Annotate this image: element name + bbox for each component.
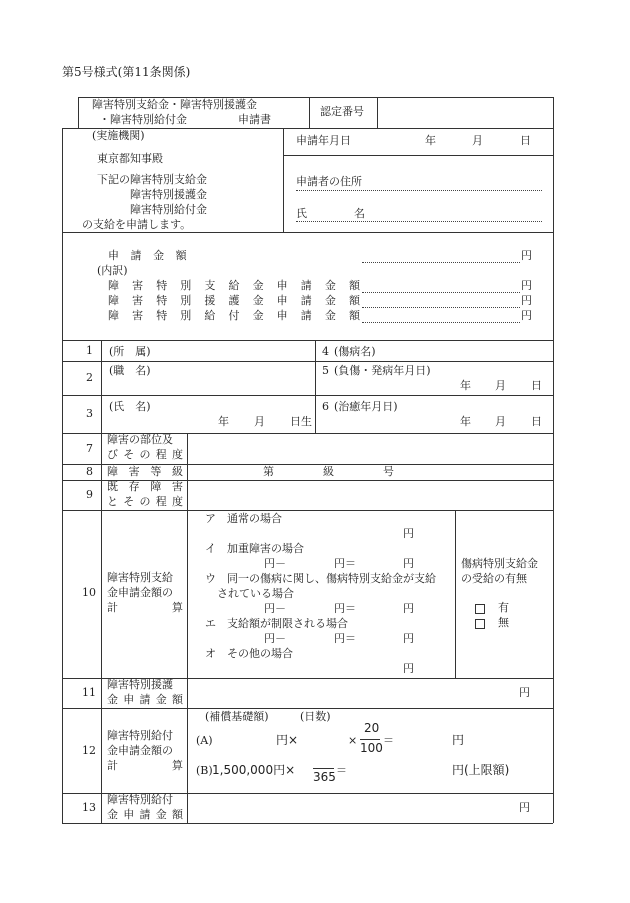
row12-label-2: 金申請金額の [107, 744, 173, 757]
row3-number: 3 [86, 407, 93, 420]
row12-label-3b: 算 [172, 759, 183, 772]
formula-a-yen: 円× [276, 733, 299, 747]
row11-label-1: 障害特別援護 [107, 678, 173, 691]
breakdown-field-2[interactable] [362, 307, 520, 308]
case-u-1: ウ 同一の傷病に関し、傷病特別支給金が支給 [205, 572, 436, 585]
row10-label-2: 金申請金額の [107, 586, 173, 599]
row8-label: 障 害 等 級 [107, 465, 183, 478]
row9-number: 9 [86, 488, 93, 501]
row5-month: 月 [495, 379, 506, 392]
row8-kyu: 級 [323, 465, 334, 478]
breakdown-yen-3: 円 [521, 309, 532, 322]
formula-b-amount: 1,500,000円× [212, 763, 296, 777]
breakdown-yen-2: 円 [521, 294, 532, 307]
row10-label-1: 障害特別支給 [107, 571, 173, 584]
row2-number: 2 [86, 371, 93, 384]
row1-label: (所 属) [109, 345, 151, 358]
breakdown-yen-1: 円 [521, 279, 532, 292]
breakdown-item-3: 障 害 特 別 給 付 金 申 請 金 額 [108, 309, 360, 322]
application-date-label: 申請年月日 [296, 134, 351, 147]
case-e-yen: 円 [403, 632, 414, 645]
side-label-1: 傷病特別支給金 [461, 557, 538, 570]
base-amount-label: (補償基礎額) [205, 710, 269, 723]
formula-b-eq: ＝ [336, 764, 347, 777]
fraction-denominator: 100 [360, 741, 383, 755]
row10-number: 10 [82, 586, 96, 599]
yes-checkbox[interactable] [475, 604, 485, 614]
applicant-address-field[interactable] [296, 190, 542, 191]
body-line-1: 下記の障害特別支給金 [97, 173, 207, 186]
applicant-name-label: 氏 [296, 207, 307, 220]
breakdown-field-3[interactable] [362, 322, 520, 323]
breakdown-field-1[interactable] [362, 292, 520, 293]
case-u-yen: 円 [403, 602, 414, 615]
case-u-2: されている場合 [217, 587, 294, 600]
formula-a-x: × [348, 734, 358, 747]
case-o: オ その他の場合 [205, 647, 293, 660]
certification-number-label: 認定番号 [320, 105, 364, 118]
breakdown-item-2: 障 害 特 別 援 護 金 申 請 金 額 [108, 294, 360, 307]
row13-label-1: 障害特別給付 [107, 793, 173, 806]
row11-yen: 円 [519, 686, 530, 699]
case-i-minus: 円－ [264, 557, 286, 570]
title-line-2b: 申請書 [238, 113, 271, 126]
row3-birth: 日生 [290, 415, 312, 428]
row2-label: (職 名) [109, 364, 151, 377]
no-checkbox[interactable] [475, 619, 485, 629]
formula-a-tag: (A) [196, 734, 213, 747]
row9-label-2: と そ の 程 度 [107, 495, 183, 508]
formula-b-result: 円(上限額) [452, 763, 510, 777]
formula-b-den: 365 [313, 770, 336, 784]
title-line-1: 障害特別支給金・障害特別援護金 [92, 98, 257, 111]
row8-number: 8 [86, 465, 93, 478]
amount-yen: 円 [521, 249, 532, 262]
row8-go: 号 [383, 465, 394, 478]
row5-number: 5 [322, 364, 329, 377]
row12-label-3a: 計 [107, 759, 118, 772]
row5-day: 日 [531, 379, 542, 392]
applicant-address-label: 申請者の住所 [296, 175, 362, 188]
case-u-minus: 円－ [264, 602, 286, 615]
row13-number: 13 [82, 801, 96, 814]
row13-yen: 円 [519, 801, 530, 814]
row6-day: 日 [531, 415, 542, 428]
row3-label: (氏 名) [109, 400, 151, 413]
breakdown-item-1: 障 害 特 別 支 給 金 申 請 金 額 [108, 279, 360, 292]
row10-label-3b: 算 [172, 601, 183, 614]
body-line-2: 障害特別援護金 [130, 188, 207, 201]
row6-label: (治癒年月日) [334, 400, 398, 413]
row8-dai: 第 [263, 465, 274, 478]
case-a-yen: 円 [403, 527, 414, 540]
certification-number-field[interactable] [378, 98, 552, 127]
row6-month: 月 [495, 415, 506, 428]
days-label: (日数) [300, 710, 331, 723]
row3-year: 年 [218, 415, 229, 428]
date-day: 日 [520, 134, 531, 147]
body-line-4: の支給を申請します。 [82, 218, 192, 231]
yes-label: 有 [498, 601, 509, 614]
amount-field[interactable] [362, 262, 520, 263]
row7-field[interactable] [188, 434, 552, 463]
org-label: (実施機関) [92, 129, 145, 142]
case-i-eq: 円＝ [334, 557, 356, 570]
row5-label: (負傷・発病年月日) [334, 364, 431, 377]
body-line-3: 障害特別給付金 [130, 203, 207, 216]
row11-label-2: 金 申 請 金 額 [107, 693, 183, 706]
formula-a-eq: ＝ [383, 734, 394, 747]
case-e-minus: 円－ [264, 632, 286, 645]
case-e-eq: 円＝ [334, 632, 356, 645]
applicant-name-field[interactable] [296, 221, 542, 222]
case-e: エ 支給額が制限される場合 [205, 617, 348, 630]
date-year: 年 [425, 134, 436, 147]
row4-label: (傷病名) [334, 345, 376, 358]
row5-year: 年 [460, 379, 471, 392]
row1-number: 1 [86, 344, 93, 357]
row4-number: 4 [322, 345, 329, 358]
form-title: 第5号様式(第11条関係) [62, 65, 191, 79]
row12-label-1: 障害特別給付 [107, 729, 173, 742]
row6-number: 6 [322, 400, 329, 413]
side-label-2: の受給の有無 [461, 572, 527, 585]
row9-field[interactable] [188, 481, 552, 509]
case-o-yen: 円 [403, 662, 414, 675]
row12-number: 12 [82, 744, 96, 757]
case-i: イ 加重障害の場合 [205, 542, 304, 555]
row9-label-1: 既 存 障 害 [107, 480, 183, 493]
row3-month: 月 [254, 415, 265, 428]
case-i-yen: 円 [403, 557, 414, 570]
addressee: 東京都知事殿 [97, 152, 163, 165]
no-label: 無 [498, 616, 509, 629]
amount-label: 申請金額 [108, 249, 199, 262]
case-u-eq: 円＝ [334, 602, 356, 615]
title-line-2: ・障害特別給付金 [99, 113, 187, 126]
fraction-numerator: 20 [364, 721, 380, 735]
row13-label-2: 金 申 請 金 額 [107, 808, 183, 821]
breakdown-label: (内訳) [97, 264, 128, 277]
case-a: ア 通常の場合 [205, 512, 282, 525]
formula-a-result: 円 [452, 733, 465, 747]
row10-label-3a: 計 [107, 601, 118, 614]
row7-number: 7 [86, 442, 93, 455]
applicant-name-label-2: 名 [354, 207, 365, 220]
row7-label-2: び そ の 程 度 [107, 448, 183, 461]
row11-number: 11 [82, 686, 96, 699]
formula-b-tag: (B) [196, 764, 213, 777]
row6-year: 年 [460, 415, 471, 428]
date-month: 月 [472, 134, 483, 147]
row7-label-1: 障害の部位及 [107, 433, 173, 446]
